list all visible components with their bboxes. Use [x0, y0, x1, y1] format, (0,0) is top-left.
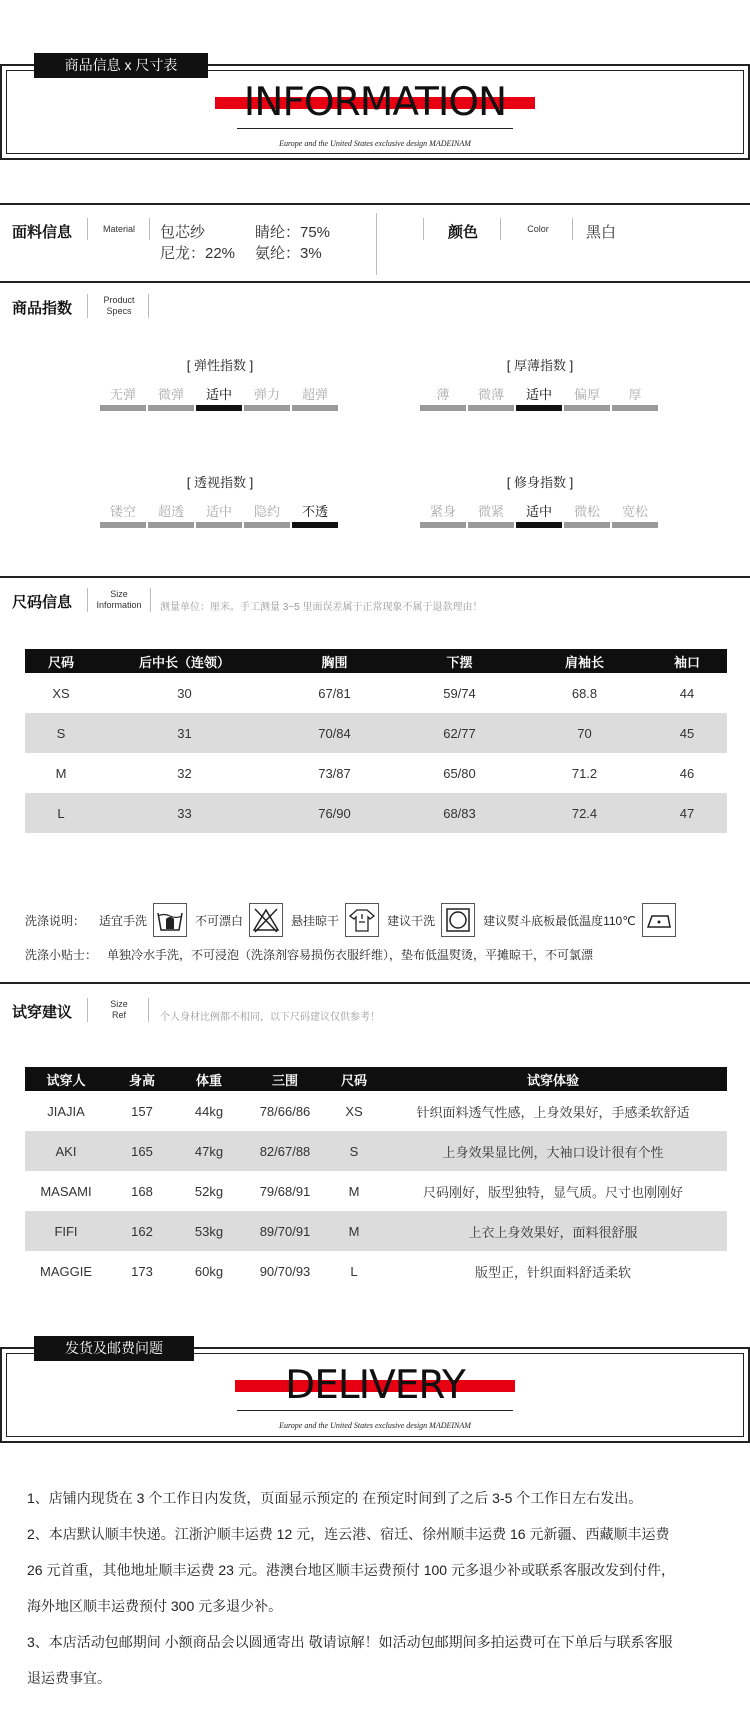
scale-option-selected: 适中: [516, 385, 562, 411]
scale-option: 微薄: [468, 385, 514, 411]
color-value: 黑白: [586, 224, 617, 241]
table-cell: 90/70/93: [259, 1263, 311, 1279]
size-top-rule: [0, 576, 750, 578]
table-row: [25, 1251, 727, 1291]
table-cell: MASAMI: [40, 1183, 92, 1199]
material-top-rule: [0, 203, 750, 205]
table-cell: M: [55, 765, 67, 781]
delivery-subtitle: Europe and the United States exclusive design MADEINAM: [279, 1421, 471, 1430]
fit-title: 试穿建议: [12, 1004, 73, 1021]
table-cell: 70: [522, 713, 647, 753]
scale-option: 镂空: [100, 502, 146, 528]
scale-option-selected: 不透: [292, 502, 338, 528]
information-subtitle: Europe and the United States exclusive design MADEINAM: [279, 139, 471, 148]
table-cell: S: [25, 713, 97, 753]
fit-scale-title: [ 修身指数 ]: [506, 475, 574, 490]
table-cell: MAGGIE: [39, 1263, 92, 1279]
scale-option: 薄: [420, 385, 466, 411]
size-title: 尺码信息: [12, 594, 73, 611]
scale-option: 隐约: [244, 502, 290, 528]
wash-item-hang-dry: 悬挂晾干: [291, 913, 340, 928]
divider: [87, 294, 88, 318]
table-cell: L: [350, 1263, 358, 1279]
table-cell: AKI: [25, 1131, 107, 1171]
scale-option: 紧身: [420, 502, 466, 528]
scale-option-selected: 适中: [196, 385, 242, 411]
wash-tips: [25, 946, 593, 963]
delivery-line: 2、本店默认顺丰快递。江浙沪顺丰运费 12 元，连云港、宿迁、徐州顺丰运费 16 元新疆、西藏顺丰运费: [27, 1526, 670, 1542]
fit-header-cell: 试穿体验: [379, 1067, 727, 1091]
table-cell: 65/80: [443, 765, 476, 781]
delivery-line: 1、店铺内现货在 3 个工作日内发货，页面显示预定的 在预定时间到了之后 3-5 个工作日左右发出。: [27, 1490, 643, 1506]
divider: [500, 218, 501, 240]
size-table: [25, 649, 727, 833]
table-cell: 59/74: [443, 685, 476, 701]
table-row: [25, 713, 727, 753]
table-row: [25, 673, 727, 713]
scale-option: 超透: [148, 502, 194, 528]
table-row: [25, 753, 727, 793]
size-header-cell: 下摆: [397, 649, 522, 673]
table-cell: 73/87: [318, 765, 351, 781]
wash-item-no-bleach: 不可漂白: [195, 913, 244, 928]
material-fiber-1: 包芯纱: [160, 224, 206, 241]
size-hint: 测量单位：厘米。手工测量 3~5 里面误差属于正常现象不属于退款理由！: [160, 602, 483, 613]
table-cell: 89/70/91: [241, 1211, 329, 1251]
color-title: 颜色: [448, 224, 479, 241]
fit-table-header: [25, 1067, 727, 1091]
table-cell: 47: [647, 793, 727, 833]
table-cell: 79/68/91: [259, 1183, 311, 1199]
table-cell: 82/67/88: [241, 1131, 329, 1171]
table-row: [25, 1171, 727, 1211]
scale-option: 微紧: [468, 502, 514, 528]
table-cell: 60kg: [194, 1263, 224, 1279]
scale-option: 无弹: [100, 385, 146, 411]
table-cell: XS: [52, 685, 70, 701]
divider: [148, 998, 149, 1022]
table-cell: 68.8: [571, 685, 598, 701]
thickness-scale: [420, 385, 658, 411]
fit-table: [25, 1067, 727, 1291]
information-underline: [237, 128, 513, 129]
size-title-en-2: Information: [96, 600, 142, 610]
specs-top-rule: [0, 281, 750, 283]
table-cell: L: [25, 793, 97, 833]
wash-instructions: [25, 903, 684, 937]
delivery-title: DELIVERY: [285, 1363, 465, 1408]
material-fiber-4: 氨纶：3%: [255, 245, 322, 262]
table-cell: 44kg: [194, 1103, 224, 1119]
scale-option: 偏厚: [564, 385, 610, 411]
table-cell: 46: [679, 765, 695, 781]
fit-header-cell: 体重: [177, 1067, 241, 1091]
scale-option: 厚: [612, 385, 658, 411]
fit-header-cell: 尺码: [329, 1067, 379, 1091]
scale-option: 微弹: [148, 385, 194, 411]
table-cell: 71.2: [571, 765, 598, 781]
material-line-1: [160, 221, 331, 242]
transparency-scale: [100, 502, 338, 528]
table-cell: 44: [679, 685, 695, 701]
table-cell: 62/77: [397, 713, 522, 753]
table-cell: 上衣上身效果好，面料很舒服: [379, 1211, 727, 1251]
fit-scale: [420, 502, 658, 528]
color-title-en: Color: [527, 224, 549, 234]
size-header-cell: 尺码: [25, 649, 97, 673]
iron-icon: [642, 903, 676, 937]
divider: [572, 218, 573, 240]
table-cell: 70/84: [272, 713, 397, 753]
size-title-en: [90, 589, 148, 611]
table-cell: 33: [97, 793, 272, 833]
elasticity-scale: [100, 385, 338, 411]
hang-dry-icon: [345, 903, 379, 937]
no-bleach-icon: [249, 903, 283, 937]
delivery-underline: [237, 1410, 513, 1411]
table-cell: S: [329, 1131, 379, 1171]
divider: [87, 588, 88, 612]
table-row: [25, 1131, 727, 1171]
fit-hint: 个人身材比例都不相同，以下尺码建议仅供参考！: [160, 1012, 380, 1023]
scale-option: 宽松: [612, 502, 658, 528]
size-header-cell: 胸围: [272, 649, 397, 673]
divider: [148, 294, 149, 318]
material-title-en: Material: [102, 224, 135, 234]
size-header-cell: 肩袖长: [522, 649, 647, 673]
scale-option: 微松: [564, 502, 610, 528]
table-row: [25, 1091, 727, 1131]
wash-tips-label: 洗涤小贴士：: [25, 948, 98, 962]
fit-title-en-1: Size: [110, 999, 128, 1009]
elasticity-scale-title: [ 弹性指数 ]: [186, 358, 254, 373]
specs-title-en: [94, 295, 144, 317]
delivery-text: [27, 1480, 727, 1696]
size-header-cell: 袖口: [647, 649, 727, 673]
fit-title-en: [94, 999, 144, 1021]
dry-clean-icon: [441, 903, 475, 937]
table-cell: 31: [97, 713, 272, 753]
table-cell: 30: [177, 685, 192, 701]
specs-title-en-2: Specs: [106, 306, 132, 316]
delivery-line: 退运费事宜。: [27, 1670, 111, 1686]
fit-top-rule: [0, 982, 750, 984]
fit-header-cell: 试穿人: [25, 1067, 107, 1091]
table-cell: 68/83: [397, 793, 522, 833]
table-cell: 45: [647, 713, 727, 753]
table-cell: 72.4: [522, 793, 647, 833]
table-cell: 47kg: [177, 1131, 241, 1171]
delivery-tag: 发货及邮费问题: [34, 1336, 194, 1361]
table-cell: 76/90: [272, 793, 397, 833]
scale-option: 适中: [196, 502, 242, 528]
delivery-line: 3、本店活动包邮期间 小额商品会以圆通寄出 敬请谅解！如活动包邮期间多拍运费可在下单后与联系客服: [27, 1634, 673, 1650]
scale-option: 弹力: [244, 385, 290, 411]
divider: [87, 998, 88, 1022]
wash-item-iron: 建议熨斗底板最低温度110℃: [483, 913, 636, 928]
fit-header-cell: 身高: [107, 1067, 177, 1091]
size-title-en-1: Size: [110, 589, 128, 599]
table-cell: 173: [131, 1263, 153, 1279]
table-cell: FIFI: [25, 1211, 107, 1251]
size-table-header: [25, 649, 727, 673]
specs-title: 商品指数: [12, 300, 73, 317]
table-row: [25, 1211, 727, 1251]
wash-item-hand-wash: 适宜手洗: [99, 913, 148, 928]
table-cell: 版型正，针织面料舒适柔软: [474, 1264, 631, 1280]
hand-wash-icon: [153, 903, 187, 937]
size-header-cell: 后中长（连领）: [97, 649, 272, 673]
table-cell: 52kg: [194, 1183, 224, 1199]
table-cell: 162: [107, 1211, 177, 1251]
table-cell: M: [348, 1183, 360, 1199]
divider: [150, 588, 151, 612]
scale-option-selected: 适中: [516, 502, 562, 528]
table-row: [25, 793, 727, 833]
thickness-scale-title: [ 厚薄指数 ]: [506, 358, 574, 373]
table-cell: XS: [345, 1103, 363, 1119]
fit-header-cell: 三围: [241, 1067, 329, 1091]
table-cell: 165: [107, 1131, 177, 1171]
material-fiber-2: 睛纶：75%: [255, 224, 331, 241]
table-cell: 尺码刚好，版型独特，显气质。尺寸也刚刚好: [422, 1184, 683, 1200]
divider: [149, 218, 150, 240]
table-cell: M: [329, 1211, 379, 1251]
delivery-line: 海外地区顺丰运费预付 300 元多退少补。: [27, 1598, 283, 1614]
table-cell: JIAJIA: [47, 1103, 85, 1119]
table-cell: 78/66/86: [259, 1103, 311, 1119]
material-title: 面料信息: [12, 224, 73, 241]
table-cell: 53kg: [177, 1211, 241, 1251]
divider: [87, 218, 88, 240]
specs-title-en-1: Product: [103, 295, 135, 305]
material-line-2: [160, 242, 322, 263]
information-title: INFORMATION: [243, 80, 507, 125]
table-cell: 157: [131, 1103, 153, 1119]
table-cell: 针织面料透气性感，上身效果好，手感柔软舒适: [416, 1104, 690, 1120]
wash-item-dry-clean: 建议干洗: [387, 913, 436, 928]
table-cell: 上身效果显比例，大袖口设计很有个性: [379, 1131, 727, 1171]
transparency-scale-title: [ 透视指数 ]: [186, 475, 254, 490]
table-cell: 168: [131, 1183, 153, 1199]
divider: [423, 218, 424, 240]
fit-title-en-2: Ref: [111, 1010, 126, 1020]
scale-option: 超弹: [292, 385, 338, 411]
material-fiber-3: 尼龙：22%: [160, 245, 236, 262]
wash-label: 洗涤说明：: [25, 913, 86, 928]
table-cell: 32: [177, 765, 192, 781]
table-cell: 67/81: [318, 685, 351, 701]
delivery-line: 26 元首重，其他地址顺丰运费 23 元。港澳台地区顺丰运费预付 100 元多退少补或联系客服改发到付件，: [27, 1562, 675, 1578]
material-color-divider: [376, 213, 377, 275]
information-tag: 商品信息 x 尺寸表: [34, 53, 208, 78]
wash-tips-text: 单独冷水手洗，不可浸泡（洗涤剂容易损伤衣服纤维），垫布低温熨烫，平摊晾干，不可氯漂: [107, 948, 594, 962]
